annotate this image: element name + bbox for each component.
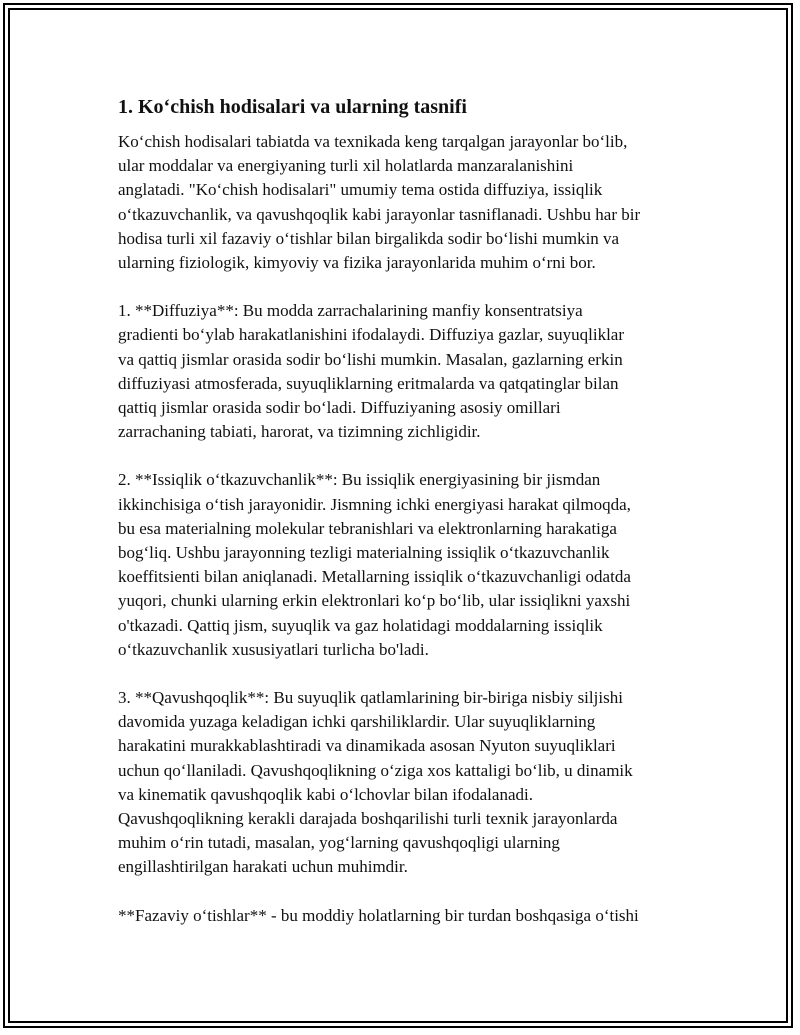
viscosity-paragraph: 3. **Qavushqoqlik**: Bu suyuqlik qatlamlarining bir-biriga nisbiy siljishi davomida yuzaga keladigan ichki qarshiliklardir. Ular suyuqliklarning harakatini murakkablashtiradi va dinamikada asosan Nyuton suyuqliklari uchun qo‘llaniladi. Qavushqoqlikning o‘ziga xos kattaligi bo‘lib, u dinamik va kinematik qavushqoqlik kabi o‘lchovlar bilan ifodalanadi. Qavushqoqlikning kerakli darajada boshqarilishi turli texnik jarayonlarda muhim o‘rin tutadi, masalan, yog‘larning qavushqoqligi ularning engillashtirilgan harakati uchun muhimdir. [118,688,633,877]
document-body [118,92,698,952]
phase-transitions-paragraph: **Fazaviy o‘tishlar** - bu moddiy holatlarning bir turdan boshqasiga o‘tishi [118,905,639,925]
section-heading: 1. Ko‘chish hodisalari va ularning tasnifi [118,96,467,118]
intro-paragraph: Ko‘chish hodisalari tabiatda va texnikada keng tarqalgan jarayonlar bo‘lib, ular moddalar va energiyaning turli xil holatlarda manzaralanishini anglatadi. "Ko‘chish hodisalari" umumiy tema ostida diffuziya, issiqlik o‘tkazuvchanlik, va qavushqoqlik kabi jarayonlar tasniflanadi. Ushbu har bir hodisa turli xil fazaviy o‘tishlar bilan birgalikda sodir bo‘lishi mumkin va ularning fiziologik, kimyoviy va fizika jarayonlarida muhim o‘rni bor. [118,132,641,273]
heat-conduction-paragraph: 2. **Issiqlik o‘tkazuvchanlik**: Bu issiqlik energiyasining bir jismdan ikkinchisiga o‘tish jarayonidir. Jismning ichki energiyasi harakat qilmoqda, bu esa materialning molekular tebranishlari va elektronlarning harakatiga bog‘liq. Ushbu jarayonning tezligi materialning issiqlik o‘tkazuvchanlik koeffitsienti bilan aniqlanadi. Metallarning issiqlik o‘tkazuvchanligi odatda yuqori, chunki ularning erkin elektronlari ko‘p bo‘lib, ular issiqlikni yaxshi o'tkazadi. Qattiq jism, suyuqlik va gaz holatidagi moddalarning issiqlik o‘tkazuvchanlik xususiyatlari turlicha bo'ladi. [118,470,631,659]
diffusion-paragraph: 1. **Diffuziya**: Bu modda zarrachalarining manfiy konsentratsiya gradienti bo‘ylab harakatlanishini ifodalaydi. Diffuziya gazlar, suyuqliklar va qattiq jismlar orasida sodir bo‘lishi mumkin. Masalan, gazlarning erkin diffuziyasi atmosferada, suyuqliklarning eritmalarda va qatqatinglar bilan qattiq jismlar orasida sodir bo‘ladi. Diffuziyaning asosiy omillari zarrachaning tabiati, harorat, va tizimning zichligidir. [118,301,625,442]
